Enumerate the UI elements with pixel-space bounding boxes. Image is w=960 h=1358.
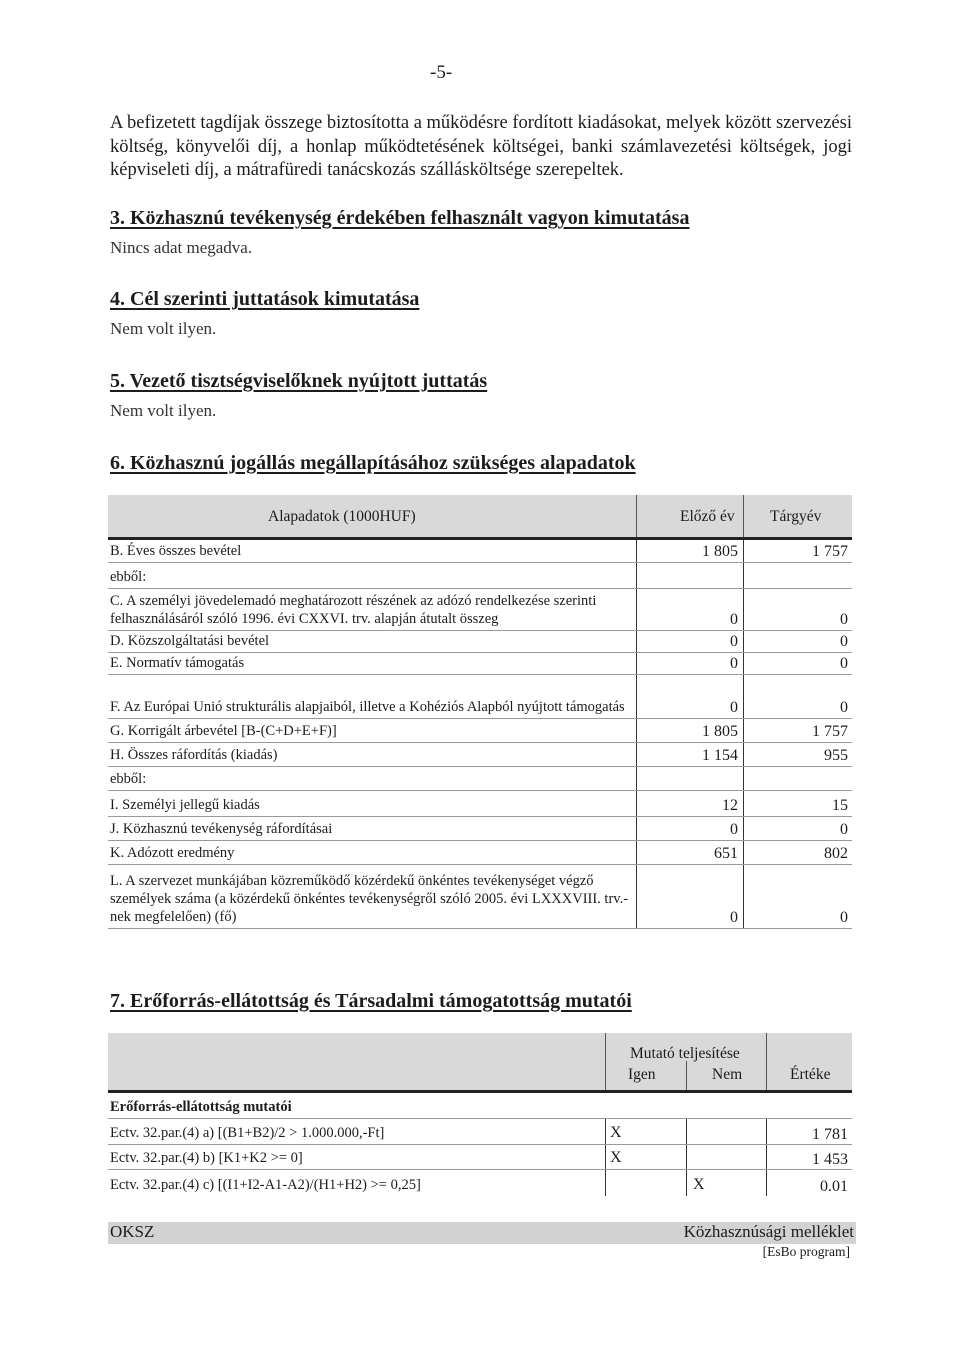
table-row: [108, 864, 852, 929]
table-row: [108, 840, 852, 865]
row-current-year-value: 802: [824, 845, 848, 862]
table-row: [108, 630, 852, 653]
resource-indicator-table-header: [108, 1033, 852, 1093]
section-4-heading: 4. Cél szerinti juttatások kimutatása: [110, 288, 420, 310]
row-previous-year-value: 0: [730, 699, 738, 716]
row-label: L. A szervezet munkájában közreműködő közérdekű önkéntes tevékenységet végző személyek száma (a közérdekű önkéntes tevékenységről szóló 2005. évi LXXXVIII. trv.-nek megfelelően) (fő): [110, 873, 629, 925]
row-previous-year-value: 0: [730, 821, 738, 838]
row-label: I. Személyi jellegű kiadás: [110, 797, 260, 813]
row-current-year-value: 0: [840, 821, 848, 838]
row-previous-year-value: 651: [714, 845, 738, 862]
row-label: K. Adózott eredmény: [110, 845, 235, 861]
table-row: [108, 790, 852, 817]
table-row: [108, 562, 852, 589]
row-previous-year-value: 12: [722, 797, 738, 814]
basic-data-table: [108, 495, 852, 928]
row-label: B. Éves összes bevétel: [110, 543, 242, 559]
row-current-year-value: 955: [824, 747, 848, 764]
row-current-year-value: 0: [840, 611, 848, 628]
section-5-note: Nem volt ilyen.: [110, 401, 217, 420]
table-row: [108, 742, 852, 767]
header-basic-data: Alapadatok (1000HUF): [268, 508, 416, 525]
intro-paragraph: A befizetett tagdíjak összege biztosította a működésre fordított kiadásokat, melyek között szervezési költség, könyvelői díj, a honlap működtetésének költségei, banki számlavezetési költségek, jogi képviseleti díj, a mátrafüredi tanácskozás szállásköltsége szerepeltek.: [110, 113, 852, 180]
header-current-year: Tárgyév: [770, 508, 822, 525]
header-indicator-fulfilment: Mutató teljesítése: [630, 1045, 740, 1062]
row-previous-year-value: 1 805: [702, 723, 738, 740]
resource-indicator-table: [108, 1033, 852, 1196]
table-row: [108, 1144, 852, 1170]
row-current-year-value: 0: [840, 633, 848, 650]
page-number: -5-: [430, 62, 453, 83]
table-row: [108, 816, 852, 841]
section-3-note: Nincs adat megadva.: [110, 238, 253, 257]
footer-program: [EsBo program]: [762, 1244, 850, 1259]
row-label: Ectv. 32.par.(4) c) [(I1+I2-A1-A2)/(H1+H2) >= 0,25]: [110, 1177, 421, 1193]
row-label: D. Közszolgáltatási bevétel: [110, 633, 270, 649]
row-no-mark: X: [693, 1176, 705, 1193]
resource-section-label: Erőforrás-ellátottság mutatói: [110, 1099, 292, 1115]
table-row: [108, 674, 852, 719]
row-current-year-value: 1 757: [812, 543, 848, 560]
row-current-year-value: 0: [840, 699, 848, 716]
row-current-year-value: 0: [840, 655, 848, 672]
section-3-heading: 3. Közhasznú tevékenység érdekében felhasznált vagyon kimutatása: [110, 207, 690, 229]
row-label: H. Összes ráfordítás (kiadás): [110, 747, 278, 763]
row-label: J. Közhasznú tevékenység ráfordításai: [110, 821, 333, 837]
basic-data-table-header: [108, 495, 852, 540]
header-value: Értéke: [790, 1066, 831, 1083]
section-6-heading: 6. Közhasznú jogállás megállapításához szükséges alapadatok: [110, 452, 636, 474]
row-label: G. Korrigált árbevétel [B-(C+D+E+F)]: [110, 723, 337, 739]
resource-section-label-row: [108, 1093, 852, 1119]
section-7-heading: 7. Erőforrás-ellátottság és Társadalmi támogatottság mutatói: [110, 990, 632, 1012]
row-previous-year-value: 0: [730, 633, 738, 650]
row-previous-year-value: 0: [730, 655, 738, 672]
row-yes-mark: X: [610, 1124, 622, 1141]
row-label: E. Normatív támogatás: [110, 655, 245, 671]
table-row: [108, 540, 852, 563]
row-value: 1 781: [812, 1126, 848, 1143]
basic-data-table-body: [108, 540, 852, 928]
row-label: F. Az Európai Unió strukturális alapjaiból, illetve a Kohéziós Alapból nyújtott támogatás: [110, 699, 625, 715]
table-row: [108, 1169, 852, 1196]
footer-left: OKSZ: [110, 1222, 155, 1241]
resource-indicator-table-body: [108, 1119, 852, 1196]
row-label: ebből:: [110, 771, 147, 787]
row-previous-year-value: 0: [730, 611, 738, 628]
section-4-note: Nem volt ilyen.: [110, 319, 217, 338]
section-5-heading: 5. Vezető tisztségviselőknek nyújtott juttatás: [110, 370, 488, 392]
table-row: [108, 766, 852, 791]
row-previous-year-value: 1 805: [702, 543, 738, 560]
row-value: 0.01: [820, 1178, 848, 1195]
row-previous-year-value: 0: [730, 909, 738, 926]
table-row: [108, 1119, 852, 1145]
header-previous-year: Előző év: [680, 508, 735, 525]
header-no: Nem: [712, 1066, 743, 1083]
row-current-year-value: 0: [840, 909, 848, 926]
table-row: [108, 588, 852, 631]
row-label: Ectv. 32.par.(4) a) [(B1+B2)/2 > 1.000.000,-Ft]: [110, 1125, 385, 1141]
header-yes: Igen: [628, 1066, 656, 1083]
row-label: Ectv. 32.par.(4) b) [K1+K2 >= 0]: [110, 1150, 303, 1166]
row-label: C. A személyi jövedelemadó meghatározott részének az adózó rendelkezése szerinti felhasználásáról szóló 1996. évi CXXVI. trv. alapján átutalt összeg: [110, 593, 597, 627]
row-current-year-value: 15: [832, 797, 848, 814]
table-row: [108, 718, 852, 743]
row-previous-year-value: 1 154: [702, 747, 738, 764]
footer-right: Közhasznúsági melléklet: [683, 1222, 854, 1241]
row-current-year-value: 1 757: [812, 723, 848, 740]
row-label: ebből:: [110, 569, 147, 585]
table-row: [108, 652, 852, 675]
footer-bar: [108, 1222, 856, 1244]
row-value: 1 453: [812, 1151, 848, 1168]
row-yes-mark: X: [610, 1149, 622, 1166]
